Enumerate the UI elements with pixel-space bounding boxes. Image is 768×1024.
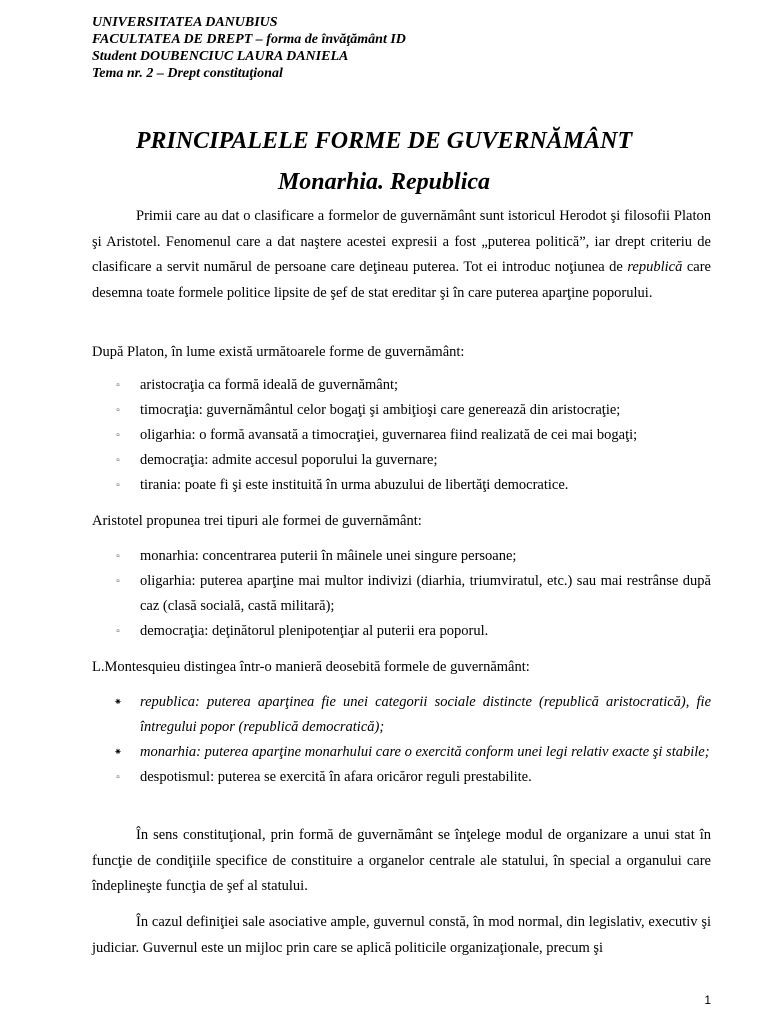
aristotel-lead-block bbox=[92, 509, 711, 534]
list-item-text: aristocraţia ca formă ideală de guvernământ; bbox=[140, 377, 399, 393]
list-item bbox=[92, 423, 711, 448]
list-item bbox=[92, 765, 711, 790]
bullet-icon: ▫ bbox=[116, 576, 120, 587]
list-item bbox=[92, 398, 711, 423]
list-item-text: tirania: poate fi şi este instituită în urma abuzului de libertăţi democratice. bbox=[140, 477, 569, 493]
intro-paragraph-block bbox=[92, 204, 711, 306]
list-item bbox=[92, 740, 711, 765]
list-item-text: monarhia: concentrarea puterii în mâinele unei singure persoane; bbox=[140, 548, 517, 564]
list-item-text: timocraţia: guvernământul celor bogaţi şi ambiţioşi care generează din aristocraţie; bbox=[140, 402, 621, 418]
list-item bbox=[92, 619, 711, 644]
list-item bbox=[92, 544, 711, 569]
bullet-icon: ▫ bbox=[116, 430, 120, 441]
list-item-text: oligarhia: puterea aparţine mai multor indivizi (diarhia, triumviratul, etc.) sau mai restrânse după caz (clasă socială, castă militară); bbox=[140, 573, 711, 614]
constitutional-paragraph-block bbox=[92, 823, 711, 900]
list-item bbox=[92, 690, 711, 740]
list-item-text: oligarhia: o formă avansată a timocraţiei, guvernarea fiind realizată de cei mai bogaţi; bbox=[140, 427, 638, 443]
list-item-text: monarhia: puterea aparţine monarhului care o exercită conform unei legi relativ exacte şi stabile; bbox=[140, 744, 710, 760]
bullet-icon: ▫ bbox=[116, 380, 120, 391]
montesquieu-list bbox=[92, 690, 711, 790]
bullet-icon: ▫ bbox=[116, 405, 120, 416]
header-faculty: FACULTATEA DE DREPT – forma de învăţământ ID bbox=[92, 32, 406, 47]
constitutional-paragraph: În sens constituţional, prin formă de guvernământ se înţelege modul de organizare a unui stat în funcţie de condiţiile specifice de constituire a organelor centrale ale statului, în special a organului care îndeplineşte funcţia de şef al statului. bbox=[92, 827, 711, 894]
list-item-text: democraţia: admite accesul poporului la guvernare; bbox=[140, 452, 438, 468]
definition-paragraph: În cazul definiţiei sale asociative ample, guvernul constă, în mod normal, din legislativ, executiv şi judiciar. Guvernul este un mijloc prin care se aplică politicile organizaţionale, precum şi bbox=[92, 914, 711, 956]
platon-lead-block bbox=[92, 340, 711, 365]
page-number: 1 bbox=[704, 993, 711, 1007]
platon-list-block bbox=[92, 373, 711, 498]
intro-paragraph bbox=[92, 204, 711, 306]
list-item-text: despotismul: puterea se exercită în afara oricăror reguli prestabilite. bbox=[140, 769, 532, 785]
header-student: Student DOUBENCIUC LAURA DANIELA bbox=[92, 49, 349, 64]
aristotel-list-block bbox=[92, 544, 711, 644]
montesquieu-lead: L.Montesquieu distingea într-o manieră deosebită formele de guvernământ: bbox=[92, 659, 530, 675]
asterisk-bullet-icon: ⁕ bbox=[113, 697, 123, 708]
platon-list bbox=[92, 373, 711, 498]
montesquieu-lead-block bbox=[92, 655, 711, 680]
bullet-icon: ▫ bbox=[116, 772, 120, 783]
document-subtitle: Monarhia. Republica bbox=[277, 169, 491, 195]
list-item-text: democraţia: deţinătorul plenipotenţiar al puterii era poporul. bbox=[140, 623, 489, 639]
bullet-icon: ▫ bbox=[116, 551, 120, 562]
intro-text-part1: Primii care au dat o clasificare a formelor de guvernământ sunt istoricul Herodot şi filosofii Platon şi Aristotel. Fenomenul care a dat naştere acestei expresii a fost „puterea politică”, iar drept criteriu de clasificare a servit numărul de persoane care deţineau puterea. Tot ei introduc noţiunea de bbox=[92, 208, 711, 275]
header-topic: Tema nr. 2 – Drept constituţional bbox=[92, 66, 283, 81]
document-header bbox=[92, 14, 406, 82]
header-university: UNIVERSITATEA DANUBIUS bbox=[92, 15, 278, 30]
intro-emphasis: republică bbox=[627, 259, 683, 275]
aristotel-lead: Aristotel propunea trei tipuri ale formei de guvernământ: bbox=[92, 513, 422, 529]
definition-paragraph-block bbox=[92, 910, 711, 961]
list-item bbox=[92, 373, 711, 398]
document-title: PRINCIPALELE FORME DE GUVERNĂMÂNT bbox=[135, 128, 633, 154]
list-item bbox=[92, 569, 711, 619]
list-item bbox=[92, 448, 711, 473]
montesquieu-list-block bbox=[92, 690, 711, 790]
aristotel-list bbox=[92, 544, 711, 644]
bullet-icon: ▫ bbox=[116, 480, 120, 491]
asterisk-bullet-icon: ⁕ bbox=[113, 747, 123, 758]
bullet-icon: ▫ bbox=[116, 626, 120, 637]
platon-lead: După Platon, în lume există următoarele forme de guvernământ: bbox=[92, 344, 465, 360]
list-item bbox=[92, 473, 711, 498]
bullet-icon: ▫ bbox=[116, 455, 120, 466]
intro-text-part2: care desemna toate formele politice lipsite de şef de stat ereditar şi în care puterea aparţine poporului. bbox=[92, 259, 711, 301]
list-item-text: republica: puterea aparţinea fie unei categorii sociale distincte (republică aristocratică), fie întregului popor (republică democratică); bbox=[140, 694, 711, 735]
